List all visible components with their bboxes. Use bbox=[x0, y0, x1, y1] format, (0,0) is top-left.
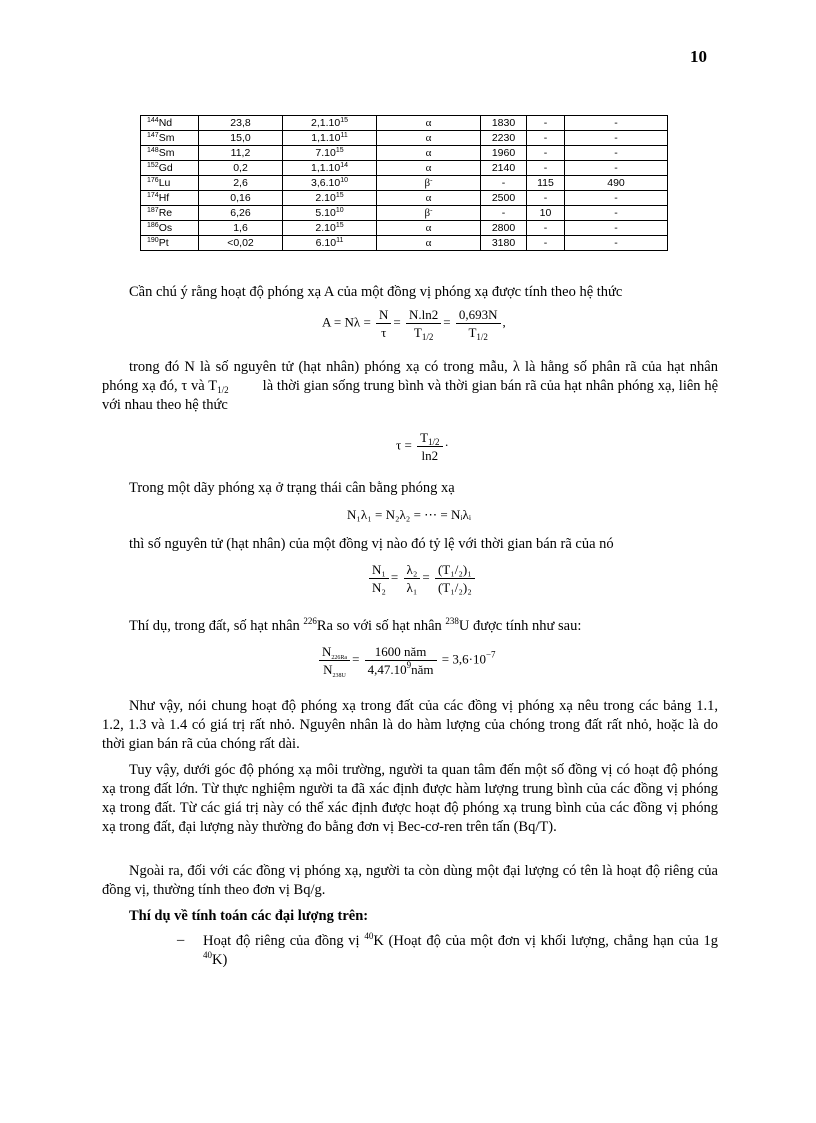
table-row bbox=[141, 116, 668, 131]
energy-cell: - bbox=[527, 131, 565, 146]
section-heading-examples: Thí dụ về tính toán các đại lượng trên: bbox=[129, 908, 369, 924]
nuclide-cell: $^{187}$Re bbox=[141, 206, 199, 221]
abundance-cell: 6,26 bbox=[199, 206, 283, 221]
table-row bbox=[141, 176, 668, 191]
ratio-equation: $\frac{\text{N₁}}{\text{N₂}}$ = $\frac{\text{λ₂}}{\text{λ₁}}$ = $\frac{\text{(T₁/₂)₁}}{\text{(T₁/₂)₂}}$ bbox=[367, 562, 477, 595]
half-life-cell: 1,1.10$^{11}$ bbox=[283, 131, 377, 146]
energy-cell: 1960 bbox=[481, 146, 527, 161]
table-row bbox=[141, 191, 668, 206]
isotope-table bbox=[140, 115, 668, 251]
nuclide-cell: $^{148}$Sm bbox=[141, 146, 199, 161]
energy-cell: - bbox=[565, 191, 668, 206]
half-life-cell: 2,1.10$^{15}$ bbox=[283, 116, 377, 131]
tau-equation: τ = $\frac{T_{1/2}}{\ln 2}$ · bbox=[396, 430, 449, 463]
half-life-cell: 7.10$^{15}$ bbox=[283, 146, 377, 161]
paragraph-example: Thí dụ, trong đất, số hạt nhân $^{226}$Ra so với số hạt nhân $^{238}$U được tính như sau: bbox=[129, 616, 582, 634]
energy-cell: - bbox=[527, 191, 565, 206]
energy-cell: - bbox=[527, 221, 565, 236]
abundance-cell: 0,2 bbox=[199, 161, 283, 176]
nuclide-cell: $^{147}$Sm bbox=[141, 131, 199, 146]
decay-type-cell: β- bbox=[377, 176, 481, 191]
energy-cell: - bbox=[527, 116, 565, 131]
paragraph-low-activity: Như vậy, nói chung hoạt độ phóng xạ trong đất của các đồng vị phóng xạ nêu trong các bảng 1.1, 1.2, 1.3 và 1.4 có giá trị rất nhỏ. Nguyên nhân là do hàm lượng của chóng trong đất rất nhỏ, hoặc là do thời gian bán rã của chóng rất dài. bbox=[102, 698, 718, 752]
table-row bbox=[141, 146, 668, 161]
half-life-cell: 2.10$^{15}$ bbox=[283, 191, 377, 206]
half-life-cell: 2.10$^{15}$ bbox=[283, 221, 377, 236]
chain-equation: N₁λ₁ = N₂λ₂ = ⋯ = Nᵢλᵢ bbox=[347, 507, 471, 522]
nuclide-cell: $^{174}$Hf bbox=[141, 191, 199, 206]
decay-type-cell: β- bbox=[377, 206, 481, 221]
table-row bbox=[141, 161, 668, 176]
energy-cell: - bbox=[565, 221, 668, 236]
page-number: 10 bbox=[690, 47, 707, 66]
half-life-cell: 5.10$^{10}$ bbox=[283, 206, 377, 221]
bullet-item-k40: Hoạt độ riêng của đồng vị $^{40}$K (Hoạt độ của một đơn vị khối lượng, chẳng hạn của 1g $^{40}$K) bbox=[203, 931, 718, 968]
table-row bbox=[141, 221, 668, 236]
half-life-cell: 1,1.10$^{14}$ bbox=[283, 161, 377, 176]
abundance-cell: 2,6 bbox=[199, 176, 283, 191]
energy-cell: 115 bbox=[527, 176, 565, 191]
table-row bbox=[141, 206, 668, 221]
nuclide-cell: $^{144}$Nd bbox=[141, 116, 199, 131]
energy-cell: - bbox=[527, 146, 565, 161]
energy-cell: 2800 bbox=[481, 221, 527, 236]
abundance-cell: 15,0 bbox=[199, 131, 283, 146]
nuclide-cell: $^{176}$Lu bbox=[141, 176, 199, 191]
abundance-cell: 0,16 bbox=[199, 191, 283, 206]
half-life-cell: 6.10$^{11}$ bbox=[283, 236, 377, 251]
table-row bbox=[141, 131, 668, 146]
energy-cell: - bbox=[565, 161, 668, 176]
paragraph-specific-activity: Ngoài ra, đối với các đồng vị phóng xạ, người ta còn dùng một đại lượng có tên là hoạt độ riêng của đồng vị, thường tính theo đơn vị Bq/g. bbox=[102, 863, 718, 898]
energy-cell: 2500 bbox=[481, 191, 527, 206]
energy-cell: - bbox=[565, 146, 668, 161]
paragraph-equilibrium: Trong một dãy phóng xạ ở trạng thái cân bằng phóng xạ bbox=[129, 480, 455, 496]
nuclide-cell: $^{152}$Gd bbox=[141, 161, 199, 176]
abundance-cell: 11,2 bbox=[199, 146, 283, 161]
energy-cell: - bbox=[565, 116, 668, 131]
energy-cell: 2140 bbox=[481, 161, 527, 176]
energy-cell: - bbox=[481, 176, 527, 191]
decay-type-cell: α bbox=[377, 146, 481, 161]
decay-type-cell: α bbox=[377, 161, 481, 176]
energy-cell: - bbox=[481, 206, 527, 221]
energy-cell: - bbox=[527, 161, 565, 176]
nuclide-cell: $^{190}$Pt bbox=[141, 236, 199, 251]
nuclide-cell: $^{186}$Os bbox=[141, 221, 199, 236]
energy-cell: 10 bbox=[527, 206, 565, 221]
decay-type-cell: α bbox=[377, 131, 481, 146]
energy-cell: 3180 bbox=[481, 236, 527, 251]
energy-cell: - bbox=[527, 236, 565, 251]
half-life-cell: 3,6.10$^{10}$ bbox=[283, 176, 377, 191]
ra-u-equation: $\frac{N_{226Ra}}{N_{238U}}$ = $\frac{\text{1600 năm}}{4,47.10^9năm}$ = $3,6\cdot 10^{-7}$ bbox=[317, 644, 496, 677]
decay-type-cell: α bbox=[377, 236, 481, 251]
abundance-cell: 1,6 bbox=[199, 221, 283, 236]
table-row bbox=[141, 236, 668, 251]
energy-cell: - bbox=[565, 206, 668, 221]
paragraph-environment: Tuy vậy, dưới góc độ phóng xạ môi trường, người ta quan tâm đến một số đồng vị có hoạt độ phóng xạ trong đất lớn. Từ thực nghiệm người ta đã xác định được hàm lượng trung bình của các đồng vị phóng xạ trong đất. Từ các giá trị này có thể xác định được hoạt độ phóng xạ trung bình của các đồng vị phóng xạ trong đất, đại lượng này thường đo bằng đơn vị Bec-cơ-ren trên tấn (Bq/T). bbox=[102, 762, 718, 835]
activity-equation: A = Nλ = $\frac{N}{\tau}$ = $\frac{N.\ln 2}{T_{1/2}}$ = $\frac{0,693N}{T_{1/2}}$ , bbox=[322, 307, 506, 342]
energy-cell: 490 bbox=[565, 176, 668, 191]
bullet-marker: – bbox=[177, 932, 185, 948]
decay-type-cell: α bbox=[377, 191, 481, 206]
energy-cell: - bbox=[565, 236, 668, 251]
energy-cell: - bbox=[565, 131, 668, 146]
abundance-cell: <0,02 bbox=[199, 236, 283, 251]
abundance-cell: 23,8 bbox=[199, 116, 283, 131]
paragraph-definitions: trong đó N là số nguyên tử (hạt nhân) phóng xạ có trong mẫu, λ là hằng số phân rã của hạt nhân phóng xạ đó, τ và $T_{1/2}$ là thời gian sống trung bình và thời gian bán rã của hạt nhân phóng xạ, liên hệ với nhau theo hệ thức bbox=[102, 359, 719, 413]
decay-type-cell: α bbox=[377, 221, 481, 236]
paragraph-proportional: thì số nguyên tử (hạt nhân) của một đồng vị nào đó tỷ lệ với thời gian bán rã của nó bbox=[129, 536, 614, 552]
decay-type-cell: α bbox=[377, 116, 481, 131]
paragraph-activity-intro: Cần chú ý rằng hoạt độ phóng xạ A của một đồng vị phóng xạ được tính theo hệ thức bbox=[129, 284, 623, 300]
energy-cell: 1830 bbox=[481, 116, 527, 131]
energy-cell: 2230 bbox=[481, 131, 527, 146]
